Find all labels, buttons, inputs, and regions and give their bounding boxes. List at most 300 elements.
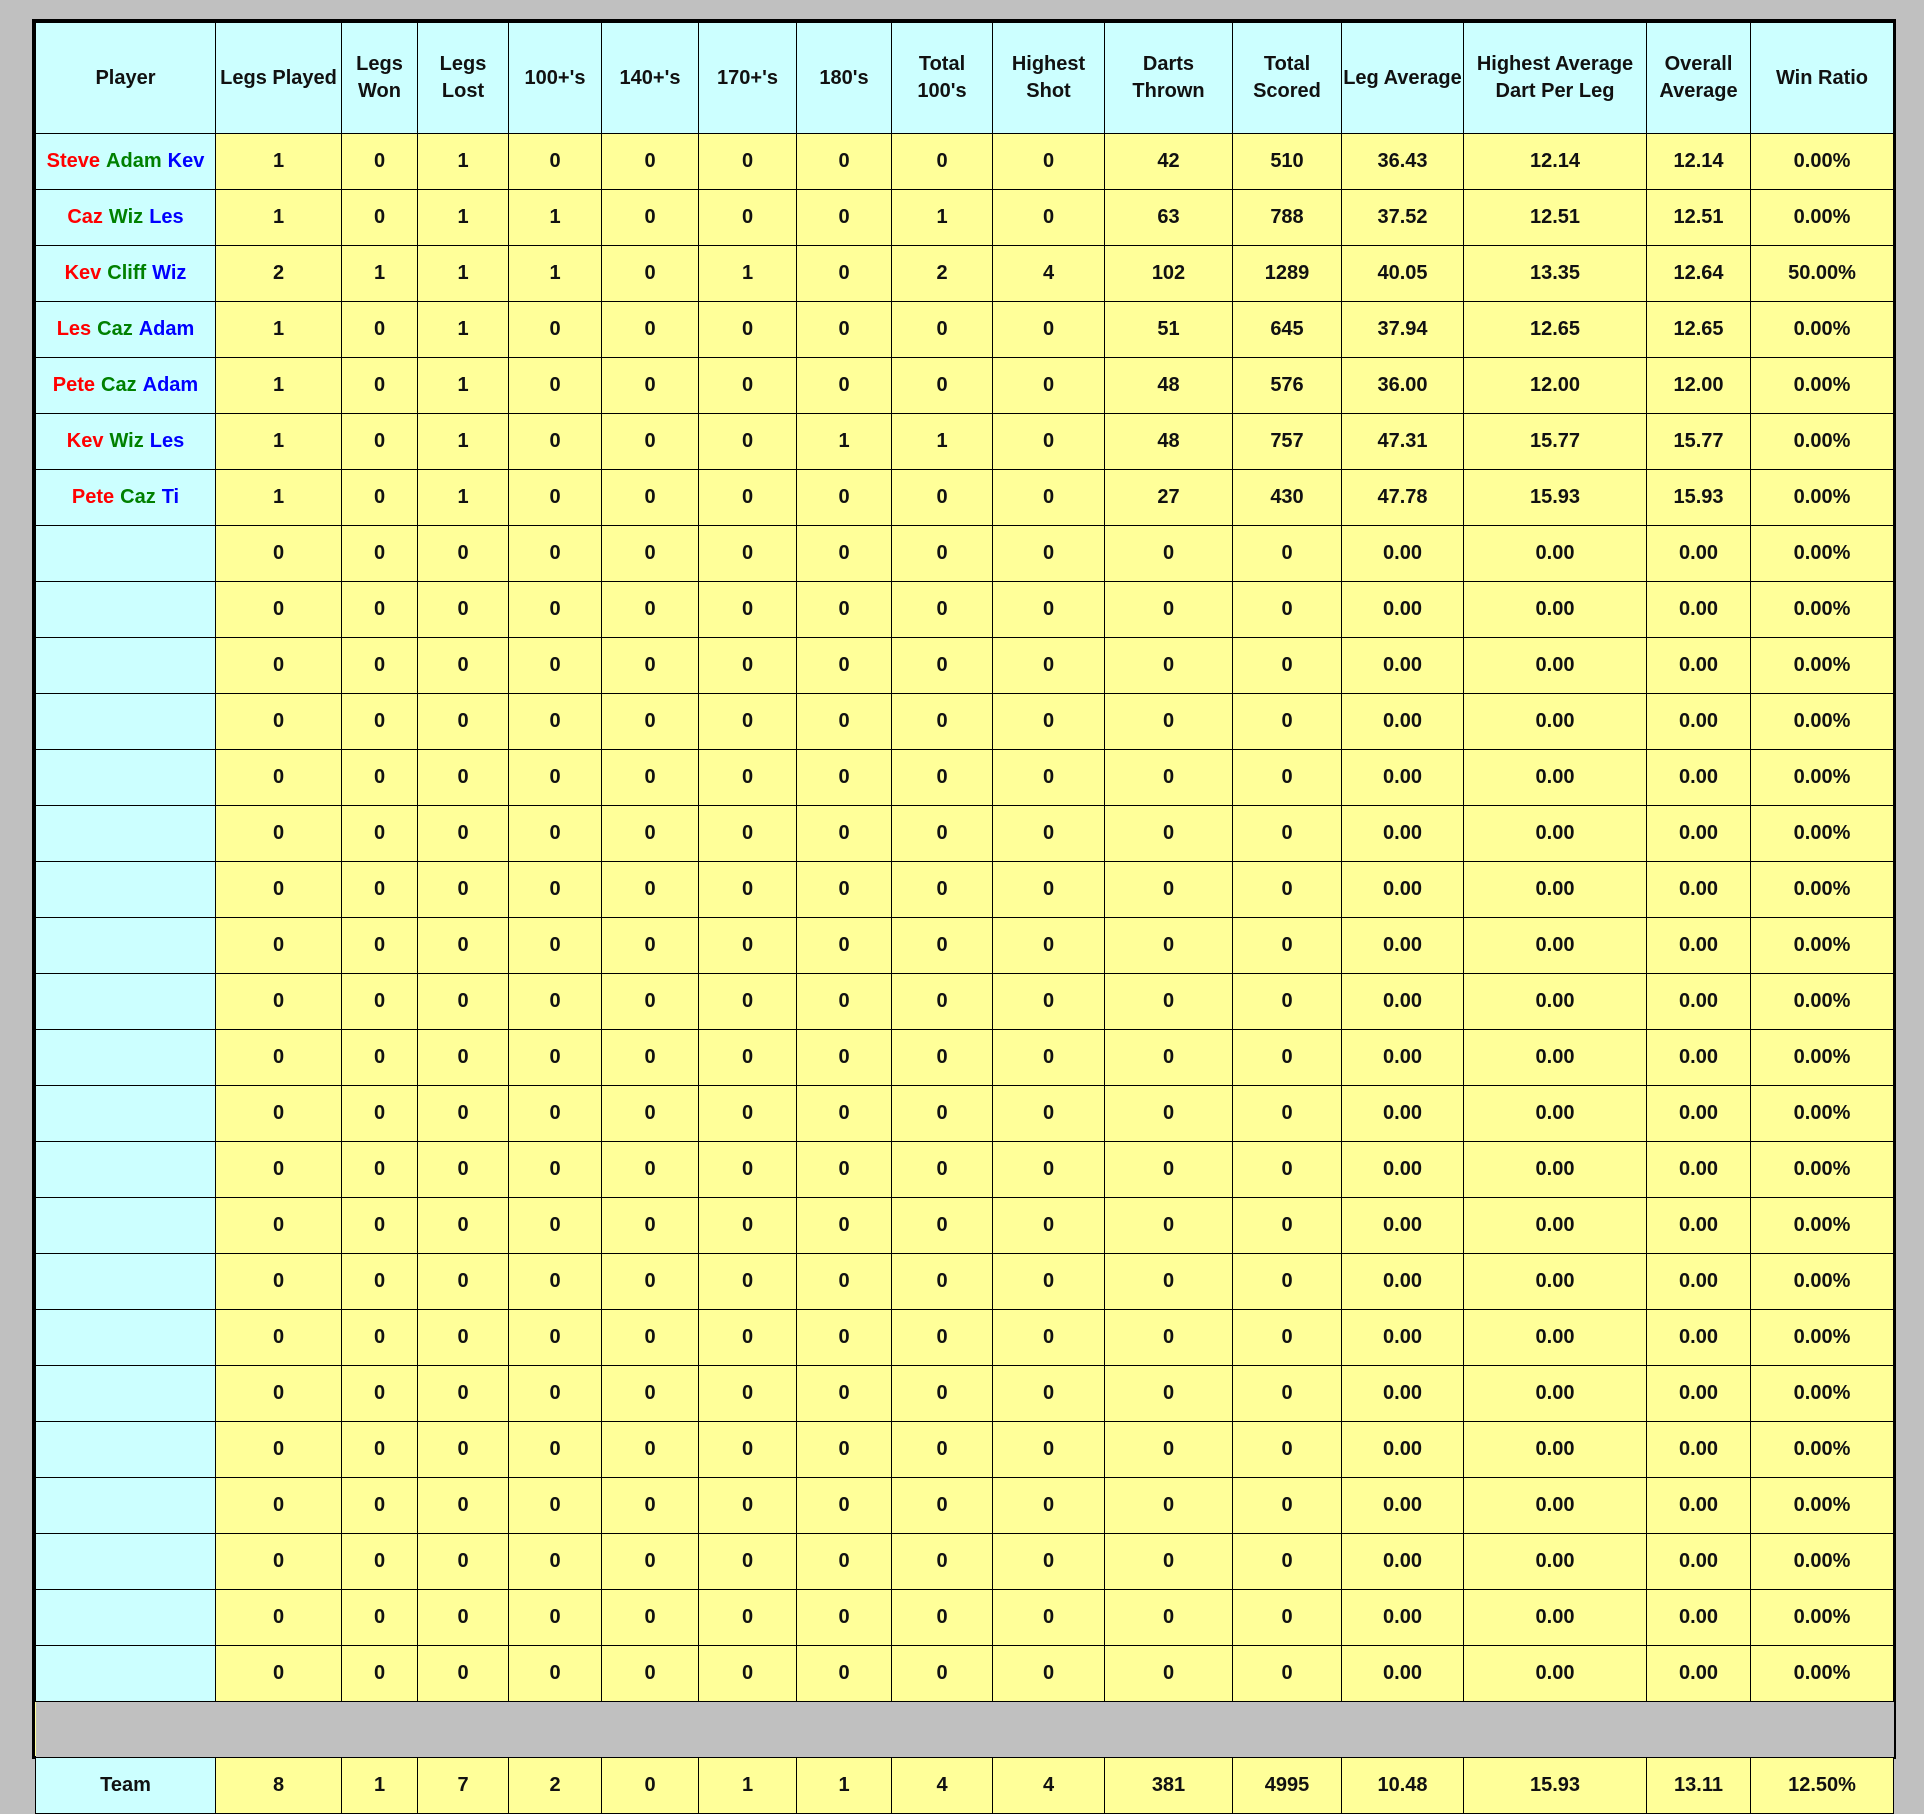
stat-cell[interactable]: 0.00 bbox=[1464, 694, 1647, 750]
stat-cell[interactable]: 0 bbox=[993, 1646, 1105, 1702]
stat-cell[interactable]: 0.00 bbox=[1647, 806, 1751, 862]
stat-cell[interactable]: 0 bbox=[1105, 1142, 1233, 1198]
player-cell[interactable] bbox=[36, 358, 216, 414]
stat-cell[interactable]: 0 bbox=[509, 1646, 602, 1702]
stat-cell[interactable]: 0 bbox=[1105, 582, 1233, 638]
stat-cell[interactable]: 0 bbox=[602, 694, 699, 750]
stat-cell[interactable]: 0 bbox=[1105, 1086, 1233, 1142]
stat-cell[interactable]: 0.00 bbox=[1342, 1310, 1464, 1366]
stat-cell[interactable]: 0 bbox=[216, 1646, 342, 1702]
team-stat-cell[interactable]: 0 bbox=[602, 1758, 699, 1814]
stat-cell[interactable]: 0.00 bbox=[1464, 638, 1647, 694]
stat-cell[interactable]: 0.00 bbox=[1342, 694, 1464, 750]
stat-cell[interactable]: 0 bbox=[892, 1422, 993, 1478]
stat-cell[interactable]: 0.00% bbox=[1751, 190, 1894, 246]
stat-cell[interactable]: 0 bbox=[509, 1590, 602, 1646]
stat-cell[interactable]: 0 bbox=[602, 1366, 699, 1422]
stat-cell[interactable]: 0 bbox=[699, 1646, 797, 1702]
stat-cell[interactable]: 0 bbox=[797, 582, 892, 638]
stat-cell[interactable]: 0.00 bbox=[1647, 1142, 1751, 1198]
stat-cell[interactable]: 0 bbox=[509, 1142, 602, 1198]
stat-cell[interactable]: 0 bbox=[602, 1590, 699, 1646]
stat-cell[interactable]: 0 bbox=[797, 1590, 892, 1646]
stat-cell[interactable]: 15.93 bbox=[1647, 470, 1751, 526]
stat-cell[interactable]: 0 bbox=[602, 1646, 699, 1702]
stat-cell[interactable]: 0 bbox=[342, 750, 418, 806]
team-stat-cell[interactable]: 1 bbox=[699, 1758, 797, 1814]
stat-cell[interactable]: 12.64 bbox=[1647, 246, 1751, 302]
stat-cell[interactable]: 0 bbox=[892, 1646, 993, 1702]
stat-cell[interactable]: 0 bbox=[602, 246, 699, 302]
stat-cell[interactable]: 0 bbox=[342, 1478, 418, 1534]
team-stat-cell[interactable]: 15.93 bbox=[1464, 1758, 1647, 1814]
stat-cell[interactable]: 51 bbox=[1105, 302, 1233, 358]
stat-cell[interactable]: 0.00 bbox=[1647, 1366, 1751, 1422]
stat-cell[interactable]: 0 bbox=[509, 974, 602, 1030]
stat-cell[interactable]: 0 bbox=[509, 582, 602, 638]
stat-cell[interactable]: 0 bbox=[699, 1310, 797, 1366]
stat-cell[interactable]: 0 bbox=[509, 638, 602, 694]
stat-cell[interactable]: 0.00% bbox=[1751, 1366, 1894, 1422]
stat-cell[interactable]: 0.00 bbox=[1342, 1366, 1464, 1422]
stat-cell[interactable]: 0 bbox=[342, 1142, 418, 1198]
stat-cell[interactable]: 0 bbox=[509, 1478, 602, 1534]
stat-cell[interactable]: 0 bbox=[699, 1590, 797, 1646]
stat-cell[interactable]: 63 bbox=[1105, 190, 1233, 246]
stat-cell[interactable]: 0 bbox=[509, 1030, 602, 1086]
stat-cell[interactable]: 0 bbox=[418, 1366, 509, 1422]
player-cell[interactable] bbox=[36, 470, 216, 526]
stat-cell[interactable]: 0 bbox=[699, 694, 797, 750]
stat-cell[interactable]: 47.31 bbox=[1342, 414, 1464, 470]
stat-cell[interactable]: 48 bbox=[1105, 358, 1233, 414]
stat-cell[interactable]: 0 bbox=[418, 974, 509, 1030]
stat-cell[interactable]: 0 bbox=[418, 918, 509, 974]
stat-cell[interactable]: 40.05 bbox=[1342, 246, 1464, 302]
stat-cell[interactable]: 0 bbox=[892, 1310, 993, 1366]
stat-cell[interactable]: 0.00 bbox=[1464, 862, 1647, 918]
stat-cell[interactable]: 47.78 bbox=[1342, 470, 1464, 526]
stat-cell[interactable]: 0 bbox=[509, 1254, 602, 1310]
stat-cell[interactable]: 0.00 bbox=[1342, 1422, 1464, 1478]
stat-cell[interactable]: 0 bbox=[797, 358, 892, 414]
stat-cell[interactable]: 1 bbox=[342, 246, 418, 302]
stat-cell[interactable]: 0 bbox=[699, 1030, 797, 1086]
stat-cell[interactable]: 0 bbox=[216, 1086, 342, 1142]
stat-cell[interactable]: 12.65 bbox=[1464, 302, 1647, 358]
stat-cell[interactable]: 0 bbox=[993, 134, 1105, 190]
stat-cell[interactable]: 0.00 bbox=[1647, 638, 1751, 694]
stat-cell[interactable]: 0.00 bbox=[1464, 1646, 1647, 1702]
stat-cell[interactable]: 0 bbox=[342, 358, 418, 414]
stat-cell[interactable]: 0.00% bbox=[1751, 1030, 1894, 1086]
stat-cell[interactable]: 0.00% bbox=[1751, 974, 1894, 1030]
stat-cell[interactable]: 0 bbox=[216, 1198, 342, 1254]
stat-cell[interactable]: 0.00% bbox=[1751, 862, 1894, 918]
stat-cell[interactable]: 0 bbox=[1105, 806, 1233, 862]
stat-cell[interactable]: 0.00 bbox=[1464, 1366, 1647, 1422]
player-cell[interactable] bbox=[36, 1254, 216, 1310]
stat-cell[interactable]: 0 bbox=[892, 134, 993, 190]
stat-cell[interactable]: 0 bbox=[418, 1646, 509, 1702]
stat-cell[interactable]: 0 bbox=[1233, 1254, 1342, 1310]
stat-cell[interactable]: 0 bbox=[216, 1254, 342, 1310]
stat-cell[interactable]: 0.00% bbox=[1751, 582, 1894, 638]
player-cell[interactable] bbox=[36, 918, 216, 974]
stat-cell[interactable]: 0 bbox=[699, 1142, 797, 1198]
player-cell[interactable] bbox=[36, 974, 216, 1030]
stat-cell[interactable]: 12.00 bbox=[1647, 358, 1751, 414]
stat-cell[interactable]: 48 bbox=[1105, 414, 1233, 470]
stat-cell[interactable]: 0 bbox=[1105, 1366, 1233, 1422]
stat-cell[interactable]: 0.00 bbox=[1342, 526, 1464, 582]
stat-cell[interactable]: 0 bbox=[797, 750, 892, 806]
stat-cell[interactable]: 0 bbox=[602, 1310, 699, 1366]
stat-cell[interactable]: 0 bbox=[993, 1478, 1105, 1534]
stat-cell[interactable]: 0.00 bbox=[1342, 1646, 1464, 1702]
stat-cell[interactable]: 0.00 bbox=[1342, 1086, 1464, 1142]
stat-cell[interactable]: 757 bbox=[1233, 414, 1342, 470]
stat-cell[interactable]: 0 bbox=[1233, 1366, 1342, 1422]
stat-cell[interactable]: 42 bbox=[1105, 134, 1233, 190]
stat-cell[interactable]: 0 bbox=[418, 1590, 509, 1646]
stat-cell[interactable]: 1 bbox=[892, 190, 993, 246]
stat-cell[interactable]: 0 bbox=[699, 526, 797, 582]
stat-cell[interactable]: 0 bbox=[216, 582, 342, 638]
stat-cell[interactable]: 0 bbox=[993, 190, 1105, 246]
stat-cell[interactable]: 0 bbox=[602, 638, 699, 694]
stat-cell[interactable]: 0 bbox=[699, 302, 797, 358]
stat-cell[interactable]: 0 bbox=[216, 750, 342, 806]
stat-cell[interactable]: 0.00% bbox=[1751, 1422, 1894, 1478]
stat-cell[interactable]: 0.00% bbox=[1751, 470, 1894, 526]
stat-cell[interactable]: 0 bbox=[892, 1198, 993, 1254]
stat-cell[interactable]: 0.00 bbox=[1464, 526, 1647, 582]
stat-cell[interactable]: 36.43 bbox=[1342, 134, 1464, 190]
stat-cell[interactable]: 0 bbox=[892, 750, 993, 806]
stat-cell[interactable]: 0 bbox=[418, 1422, 509, 1478]
team-stat-cell[interactable]: 8 bbox=[216, 1758, 342, 1814]
stat-cell[interactable]: 50.00% bbox=[1751, 246, 1894, 302]
stat-cell[interactable]: 0 bbox=[418, 694, 509, 750]
stat-cell[interactable]: 12.00 bbox=[1464, 358, 1647, 414]
stat-cell[interactable]: 0.00% bbox=[1751, 1142, 1894, 1198]
stat-cell[interactable]: 0 bbox=[509, 526, 602, 582]
player-cell[interactable] bbox=[36, 638, 216, 694]
stat-cell[interactable]: 0.00 bbox=[1647, 1254, 1751, 1310]
player-cell[interactable] bbox=[36, 1142, 216, 1198]
stat-cell[interactable]: 0.00 bbox=[1464, 1478, 1647, 1534]
stat-cell[interactable]: 0 bbox=[418, 750, 509, 806]
stat-cell[interactable]: 0.00% bbox=[1751, 694, 1894, 750]
stat-cell[interactable]: 0 bbox=[797, 1086, 892, 1142]
stat-cell[interactable]: 0 bbox=[342, 1198, 418, 1254]
stat-cell[interactable]: 0.00% bbox=[1751, 1478, 1894, 1534]
stat-cell[interactable]: 430 bbox=[1233, 470, 1342, 526]
stat-cell[interactable]: 0.00 bbox=[1464, 1310, 1647, 1366]
stat-cell[interactable]: 0 bbox=[993, 1590, 1105, 1646]
stat-cell[interactable]: 0 bbox=[216, 694, 342, 750]
stat-cell[interactable]: 0.00 bbox=[1342, 806, 1464, 862]
stat-cell[interactable]: 0 bbox=[1233, 750, 1342, 806]
stat-cell[interactable]: 788 bbox=[1233, 190, 1342, 246]
stat-cell[interactable]: 0.00% bbox=[1751, 302, 1894, 358]
stat-cell[interactable]: 0 bbox=[1105, 1534, 1233, 1590]
player-cell[interactable] bbox=[36, 134, 216, 190]
stat-cell[interactable]: 0 bbox=[1105, 974, 1233, 1030]
stat-cell[interactable]: 1 bbox=[418, 302, 509, 358]
stat-cell[interactable]: 0 bbox=[993, 1030, 1105, 1086]
stat-cell[interactable]: 0 bbox=[699, 1198, 797, 1254]
stat-cell[interactable]: 0.00 bbox=[1647, 1086, 1751, 1142]
stat-cell[interactable]: 0 bbox=[509, 1310, 602, 1366]
stat-cell[interactable]: 0.00 bbox=[1342, 1254, 1464, 1310]
stat-cell[interactable]: 1 bbox=[418, 190, 509, 246]
stat-cell[interactable]: 0 bbox=[342, 974, 418, 1030]
stat-cell[interactable]: 0 bbox=[797, 1198, 892, 1254]
stat-cell[interactable]: 0.00 bbox=[1342, 750, 1464, 806]
stat-cell[interactable]: 0 bbox=[509, 694, 602, 750]
stat-cell[interactable]: 0 bbox=[342, 1030, 418, 1086]
stat-cell[interactable]: 1 bbox=[216, 414, 342, 470]
stat-cell[interactable]: 0 bbox=[797, 1646, 892, 1702]
stat-cell[interactable]: 0.00% bbox=[1751, 358, 1894, 414]
stat-cell[interactable]: 0.00 bbox=[1647, 918, 1751, 974]
stat-cell[interactable]: 0 bbox=[892, 1086, 993, 1142]
stat-cell[interactable]: 0.00 bbox=[1464, 806, 1647, 862]
stat-cell[interactable]: 0.00 bbox=[1647, 1422, 1751, 1478]
player-cell[interactable] bbox=[36, 246, 216, 302]
stat-cell[interactable]: 0 bbox=[418, 1030, 509, 1086]
stat-cell[interactable]: 0 bbox=[993, 806, 1105, 862]
stat-cell[interactable]: 0 bbox=[1233, 1030, 1342, 1086]
stat-cell[interactable]: 0 bbox=[993, 974, 1105, 1030]
team-stat-cell[interactable]: 1 bbox=[342, 1758, 418, 1814]
stat-cell[interactable]: 12.51 bbox=[1647, 190, 1751, 246]
stat-cell[interactable]: 0 bbox=[797, 638, 892, 694]
stat-cell[interactable]: 0 bbox=[1105, 638, 1233, 694]
stat-cell[interactable]: 0 bbox=[509, 1534, 602, 1590]
stat-cell[interactable]: 0 bbox=[993, 1366, 1105, 1422]
stat-cell[interactable]: 0 bbox=[602, 526, 699, 582]
player-cell[interactable] bbox=[36, 862, 216, 918]
stat-cell[interactable]: 0 bbox=[509, 302, 602, 358]
stat-cell[interactable]: 0 bbox=[699, 1086, 797, 1142]
stat-cell[interactable]: 0 bbox=[602, 1534, 699, 1590]
stat-cell[interactable]: 1 bbox=[892, 414, 993, 470]
stat-cell[interactable]: 1 bbox=[216, 190, 342, 246]
stat-cell[interactable]: 0 bbox=[1233, 974, 1342, 1030]
stat-cell[interactable]: 0 bbox=[509, 470, 602, 526]
stat-cell[interactable]: 0 bbox=[1233, 1590, 1342, 1646]
stat-cell[interactable]: 0 bbox=[216, 806, 342, 862]
stat-cell[interactable]: 0 bbox=[892, 470, 993, 526]
stat-cell[interactable]: 0 bbox=[699, 358, 797, 414]
stat-cell[interactable]: 0 bbox=[418, 806, 509, 862]
stat-cell[interactable]: 0.00 bbox=[1464, 1142, 1647, 1198]
stat-cell[interactable]: 0.00 bbox=[1342, 1478, 1464, 1534]
stat-cell[interactable]: 1 bbox=[216, 134, 342, 190]
stat-cell[interactable]: 0.00% bbox=[1751, 918, 1894, 974]
stat-cell[interactable]: 0 bbox=[699, 1366, 797, 1422]
stat-cell[interactable]: 0.00 bbox=[1464, 1534, 1647, 1590]
stat-cell[interactable]: 0.00 bbox=[1647, 694, 1751, 750]
stat-cell[interactable]: 0.00 bbox=[1464, 1590, 1647, 1646]
stat-cell[interactable]: 0 bbox=[602, 190, 699, 246]
stat-cell[interactable]: 13.35 bbox=[1464, 246, 1647, 302]
stat-cell[interactable]: 0 bbox=[1105, 1198, 1233, 1254]
stat-cell[interactable]: 0 bbox=[993, 1086, 1105, 1142]
stat-cell[interactable]: 0.00 bbox=[1647, 862, 1751, 918]
stat-cell[interactable]: 0 bbox=[1233, 1198, 1342, 1254]
stat-cell[interactable]: 0 bbox=[602, 1030, 699, 1086]
stat-cell[interactable]: 645 bbox=[1233, 302, 1342, 358]
stat-cell[interactable]: 0 bbox=[602, 582, 699, 638]
stat-cell[interactable]: 0 bbox=[418, 1254, 509, 1310]
team-stat-cell[interactable]: 381 bbox=[1105, 1758, 1233, 1814]
stat-cell[interactable]: 0 bbox=[993, 1422, 1105, 1478]
stat-cell[interactable]: 0.00% bbox=[1751, 1646, 1894, 1702]
stat-cell[interactable]: 0 bbox=[418, 582, 509, 638]
stat-cell[interactable]: 0 bbox=[699, 582, 797, 638]
stat-cell[interactable]: 0 bbox=[797, 862, 892, 918]
player-cell[interactable] bbox=[36, 190, 216, 246]
stat-cell[interactable]: 0 bbox=[1233, 1086, 1342, 1142]
stat-cell[interactable]: 0 bbox=[509, 750, 602, 806]
team-stat-cell[interactable]: 12.50% bbox=[1751, 1758, 1894, 1814]
stat-cell[interactable]: 0.00 bbox=[1647, 526, 1751, 582]
player-cell[interactable] bbox=[36, 1478, 216, 1534]
stat-cell[interactable]: 0 bbox=[797, 470, 892, 526]
stat-cell[interactable]: 0 bbox=[509, 414, 602, 470]
stat-cell[interactable]: 0 bbox=[892, 862, 993, 918]
stat-cell[interactable]: 0 bbox=[602, 470, 699, 526]
stat-cell[interactable]: 0.00% bbox=[1751, 806, 1894, 862]
stat-cell[interactable]: 0 bbox=[216, 1534, 342, 1590]
stat-cell[interactable]: 0 bbox=[892, 694, 993, 750]
stat-cell[interactable]: 0.00 bbox=[1342, 1534, 1464, 1590]
stat-cell[interactable]: 0 bbox=[797, 526, 892, 582]
stat-cell[interactable]: 0 bbox=[216, 974, 342, 1030]
stat-cell[interactable]: 0 bbox=[1233, 1534, 1342, 1590]
player-cell[interactable] bbox=[36, 414, 216, 470]
stat-cell[interactable]: 0 bbox=[342, 862, 418, 918]
stat-cell[interactable]: 0 bbox=[892, 1142, 993, 1198]
stat-cell[interactable]: 0 bbox=[1105, 918, 1233, 974]
stat-cell[interactable]: 1 bbox=[216, 358, 342, 414]
stat-cell[interactable]: 0 bbox=[699, 190, 797, 246]
stat-cell[interactable]: 0 bbox=[602, 1478, 699, 1534]
stat-cell[interactable]: 0 bbox=[342, 1422, 418, 1478]
stat-cell[interactable]: 0 bbox=[699, 1478, 797, 1534]
stat-cell[interactable]: 0.00% bbox=[1751, 638, 1894, 694]
stat-cell[interactable]: 0 bbox=[602, 862, 699, 918]
stat-cell[interactable]: 0.00 bbox=[1464, 582, 1647, 638]
stat-cell[interactable]: 1 bbox=[418, 246, 509, 302]
player-cell[interactable] bbox=[36, 1030, 216, 1086]
stat-cell[interactable]: 0 bbox=[1233, 1422, 1342, 1478]
stat-cell[interactable]: 0 bbox=[892, 1478, 993, 1534]
stat-cell[interactable]: 0 bbox=[342, 1310, 418, 1366]
stat-cell[interactable]: 0.00% bbox=[1751, 1310, 1894, 1366]
stat-cell[interactable]: 0 bbox=[892, 974, 993, 1030]
stat-cell[interactable]: 0 bbox=[602, 1086, 699, 1142]
stat-cell[interactable]: 0 bbox=[699, 974, 797, 1030]
stat-cell[interactable]: 0 bbox=[699, 470, 797, 526]
stat-cell[interactable]: 0.00% bbox=[1751, 1590, 1894, 1646]
stat-cell[interactable]: 0.00 bbox=[1464, 1198, 1647, 1254]
team-stat-cell[interactable]: 4 bbox=[892, 1758, 993, 1814]
stat-cell[interactable]: 0 bbox=[418, 1478, 509, 1534]
stat-cell[interactable]: 0 bbox=[216, 1590, 342, 1646]
stat-cell[interactable]: 0 bbox=[342, 1086, 418, 1142]
player-cell[interactable] bbox=[36, 1310, 216, 1366]
stat-cell[interactable]: 0 bbox=[418, 638, 509, 694]
stat-cell[interactable]: 0.00 bbox=[1464, 750, 1647, 806]
stat-cell[interactable]: 0 bbox=[216, 918, 342, 974]
stat-cell[interactable]: 0 bbox=[993, 1142, 1105, 1198]
stat-cell[interactable]: 0 bbox=[509, 806, 602, 862]
stat-cell[interactable]: 0.00 bbox=[1342, 638, 1464, 694]
stat-cell[interactable]: 0 bbox=[993, 358, 1105, 414]
stat-cell[interactable]: 15.77 bbox=[1464, 414, 1647, 470]
stat-cell[interactable]: 12.51 bbox=[1464, 190, 1647, 246]
stat-cell[interactable]: 15.93 bbox=[1464, 470, 1647, 526]
stat-cell[interactable]: 2 bbox=[216, 246, 342, 302]
stat-cell[interactable]: 0 bbox=[342, 638, 418, 694]
stat-cell[interactable]: 0.00 bbox=[1647, 1590, 1751, 1646]
stat-cell[interactable]: 0 bbox=[602, 302, 699, 358]
stat-cell[interactable]: 0 bbox=[342, 1366, 418, 1422]
stat-cell[interactable]: 0 bbox=[993, 414, 1105, 470]
stat-cell[interactable]: 1 bbox=[418, 414, 509, 470]
stat-cell[interactable]: 0 bbox=[342, 190, 418, 246]
stat-cell[interactable]: 0.00 bbox=[1464, 1422, 1647, 1478]
team-stat-cell[interactable]: 13.11 bbox=[1647, 1758, 1751, 1814]
stat-cell[interactable]: 1289 bbox=[1233, 246, 1342, 302]
stat-cell[interactable]: 0 bbox=[602, 1198, 699, 1254]
stat-cell[interactable]: 510 bbox=[1233, 134, 1342, 190]
stat-cell[interactable]: 0 bbox=[1233, 694, 1342, 750]
stat-cell[interactable]: 0 bbox=[216, 1030, 342, 1086]
stat-cell[interactable]: 0 bbox=[602, 974, 699, 1030]
stat-cell[interactable]: 0.00 bbox=[1464, 918, 1647, 974]
player-cell[interactable] bbox=[36, 750, 216, 806]
stat-cell[interactable]: 0 bbox=[993, 694, 1105, 750]
stat-cell[interactable]: 0.00 bbox=[1342, 974, 1464, 1030]
stat-cell[interactable]: 0 bbox=[602, 134, 699, 190]
stat-cell[interactable]: 0 bbox=[797, 246, 892, 302]
stat-cell[interactable]: 0 bbox=[342, 1646, 418, 1702]
stat-cell[interactable]: 0 bbox=[797, 1366, 892, 1422]
stat-cell[interactable]: 0.00 bbox=[1647, 974, 1751, 1030]
stat-cell[interactable]: 0 bbox=[342, 918, 418, 974]
stat-cell[interactable]: 1 bbox=[797, 414, 892, 470]
stat-cell[interactable]: 37.94 bbox=[1342, 302, 1464, 358]
stat-cell[interactable]: 0 bbox=[797, 974, 892, 1030]
stat-cell[interactable]: 0 bbox=[1233, 1478, 1342, 1534]
stat-cell[interactable]: 0 bbox=[1105, 1030, 1233, 1086]
stat-cell[interactable]: 0 bbox=[216, 862, 342, 918]
stat-cell[interactable]: 0.00 bbox=[1647, 1198, 1751, 1254]
stat-cell[interactable]: 0 bbox=[892, 1030, 993, 1086]
stat-cell[interactable]: 0.00% bbox=[1751, 1086, 1894, 1142]
stat-cell[interactable]: 0 bbox=[993, 302, 1105, 358]
player-cell[interactable] bbox=[36, 806, 216, 862]
stat-cell[interactable]: 0.00 bbox=[1464, 1030, 1647, 1086]
stat-cell[interactable]: 0 bbox=[892, 918, 993, 974]
stat-cell[interactable]: 0 bbox=[797, 134, 892, 190]
